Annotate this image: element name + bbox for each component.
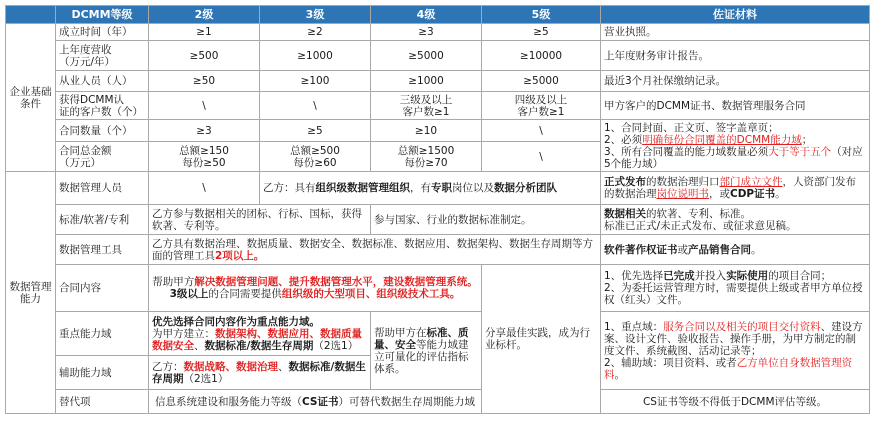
- table-row: [6, 235, 870, 265]
- cell-l234: [149, 390, 482, 414]
- key-line-1: 优先选择合同内容作为重点能力域。: [152, 315, 320, 328]
- cell-evidence: [601, 205, 870, 235]
- dcmm-requirements-table-wrapper: [5, 5, 869, 425]
- evidence-line: 标准已正式/未正式发布、或征求意见稿。: [604, 219, 797, 232]
- bold-text: CS证书: [302, 395, 339, 408]
- row-label: 重点能力域: [56, 312, 149, 356]
- table-row: [6, 312, 870, 356]
- highlight-text: 解决数据管理问题、提升数据管理水平，建设数据管理系统。: [194, 276, 478, 288]
- table-row: [6, 24, 870, 41]
- cell-l5: \: [482, 142, 601, 172]
- text-span: 、: [278, 360, 289, 373]
- contract-evidence-line-3: [604, 146, 866, 170]
- text-span: 的合同需要提供: [208, 288, 282, 300]
- text-span: 3、所有合同覆盖的能力域数量必须: [604, 145, 769, 158]
- bold-text: 正式发布: [604, 176, 646, 188]
- text-span: ，人资部门发布的数据治理: [604, 176, 856, 200]
- row-label: 从业人员（人）: [56, 71, 149, 92]
- text-span: 帮助甲方在: [374, 326, 427, 339]
- evidence-line: [604, 357, 866, 381]
- text-span: 2、辅助域：项目资料、或者: [604, 356, 737, 369]
- bold-text: 软件著作权证书: [604, 243, 678, 256]
- text-span: 乙方：: [152, 360, 184, 373]
- cell-l234: [149, 265, 482, 312]
- cell-l3: \: [260, 92, 371, 120]
- text-span: 的软著、专利、标准。: [646, 207, 751, 220]
- header-row: [6, 6, 870, 24]
- bold-text: 3级以上: [169, 288, 209, 300]
- highlight-text: 服务合同以及相关的项目交付资料: [663, 320, 821, 333]
- header-level-4: 4级: [371, 6, 482, 24]
- table-row: [6, 120, 870, 142]
- text-span: 。: [751, 243, 762, 256]
- text-span: 等能力域建立可量化的评估指标体系。: [374, 338, 469, 375]
- row-label: 辅助能力域: [56, 356, 149, 390]
- evidence-line: [604, 321, 866, 357]
- cell-evidence: 营业执照。: [601, 24, 870, 41]
- row-label: 成立时间（年）: [56, 24, 149, 41]
- cell-l5: 四级及以上 客户数≥1: [482, 92, 601, 120]
- header-dcmm-level: DCMM等级: [56, 6, 149, 24]
- cell-evidence: 甲方客户的DCMM证书、数据管理服务合同: [601, 92, 870, 120]
- highlight-text: 数据架构、数据应用、数据质量数据安全: [152, 327, 362, 352]
- bold-text: 组织级数据管理组织: [315, 182, 410, 194]
- cell-l5: ≥10000: [482, 41, 601, 71]
- cell-l5: ≥5000: [482, 71, 601, 92]
- highlight-text: 明确每份合同覆盖的DCMM能力域: [642, 133, 802, 146]
- table-row: [6, 172, 870, 205]
- row-label: 数据管理工具: [56, 235, 149, 265]
- text-span: 1、重点域：: [604, 320, 664, 333]
- cell-contract-evidence: [601, 120, 870, 172]
- cell-evidence: [601, 235, 870, 265]
- cell-l2: ≥3: [149, 120, 260, 142]
- cell-l3: 总额≥500 每份≥60: [260, 142, 371, 172]
- cell-l3: ≥1000: [260, 41, 371, 71]
- text-span: 的项目合同；: [768, 270, 832, 282]
- evidence-line: [604, 270, 866, 282]
- header-evidence: 佐证材料: [601, 6, 870, 24]
- table-row: [6, 71, 870, 92]
- text-span: 并投入: [694, 270, 727, 282]
- table-row: [6, 92, 870, 120]
- cell-l345: [260, 172, 601, 205]
- highlight-text: 岗位说明书: [656, 188, 709, 200]
- bold-text: 产品销售合同: [688, 243, 751, 256]
- row-label: 获得DCMM认 证的客户数（个）: [56, 92, 149, 120]
- highlight-text: 大于等于五个: [768, 145, 832, 158]
- text-span: 或: [677, 243, 688, 256]
- cell-l2: ≥500: [149, 41, 260, 71]
- highlight-text: 组织级的大型项目、组织级技术工具。: [281, 288, 461, 300]
- cell-l4: 三级及以上 客户数≥1: [371, 92, 482, 120]
- cell-l23: [149, 356, 371, 390]
- cell-evidence: [601, 312, 870, 390]
- text-span: （对应5个能力域）: [604, 145, 863, 170]
- text-span: 、建设方案、设计文件、验收报告、操作手册，为甲方制定的制度文件、系统截图、活动记录等；: [604, 320, 863, 357]
- cell-l23: 乙方参与数据相关的团标、行标、国标，获得软著、专利等。: [149, 205, 371, 235]
- cell-l2: ≥1: [149, 24, 260, 41]
- header-level-3: 3级: [260, 6, 371, 24]
- highlight-text: 数据战略、数据治理: [183, 360, 278, 373]
- cell-evidence: [601, 265, 870, 312]
- text-span: 岗位以及: [452, 182, 494, 194]
- text-span: 1、优先选择: [604, 270, 664, 282]
- cell-l5: 分享最佳实践，成为行业标杆。: [482, 265, 601, 414]
- text-span: 、: [194, 339, 205, 352]
- cell-l4: ≥5000: [371, 41, 482, 71]
- row-label: 替代项: [56, 390, 149, 414]
- text-span: 为甲方建立：: [152, 327, 215, 340]
- cell-evidence: 上年度财务审计报告。: [601, 41, 870, 71]
- highlight-text: 乙方单位自身数据管理资料: [604, 356, 853, 381]
- text-span: ；: [801, 133, 813, 146]
- bold-text: 实际使用: [726, 270, 769, 282]
- cell-evidence: CS证书等级不得低于DCMM评估等级。: [601, 390, 870, 414]
- row-label: 数据管理人员: [56, 172, 149, 205]
- table-row: [6, 265, 870, 312]
- cell-l4: ≥3: [371, 24, 482, 41]
- contract-evidence-line-1: 1、合同封面、正文页、签字盖章页；: [604, 121, 779, 134]
- evidence-line: 2、为委托运营管理方时，需要提供上级或者甲方单位授权（红头）文件。: [604, 282, 863, 306]
- text-span: 帮助甲方: [152, 276, 195, 288]
- text-span: 乙方具有数据治理、数据质量、数据安全、数据标准、数据应用、数据架构、数据生存周期等方面的管理工具: [152, 237, 593, 262]
- cell-l4: ≥10: [371, 120, 482, 142]
- key-line-2: [152, 328, 367, 352]
- text-span: 乙方：具有: [263, 182, 316, 194]
- cell-l3: ≥100: [260, 71, 371, 92]
- bold-text: 数据分析团队: [494, 182, 557, 194]
- row-label: 合同总金额 （万元）: [56, 142, 149, 172]
- text-span: ，有: [410, 182, 431, 194]
- header-blank: [6, 6, 56, 24]
- table-row: [6, 41, 870, 71]
- group-capability: 数据管理 能力: [6, 172, 56, 414]
- bold-text: 数据相关: [604, 207, 646, 220]
- cell-l2: \: [149, 92, 260, 120]
- highlight-text: 部门成立文件: [719, 176, 783, 188]
- text-span: （2选1）: [183, 372, 229, 385]
- bold-text: CDP证书: [730, 188, 776, 200]
- cell-l2: \: [149, 172, 260, 205]
- group-basic-conditions: 企业基础 条件: [6, 24, 56, 172]
- row-label: 上年度营收 （万元/年）: [56, 41, 149, 71]
- bold-text: 数据标准/数据生存周期: [204, 339, 314, 352]
- highlight-text: 2项以上。: [215, 249, 265, 262]
- cell-l5: ≥5: [482, 24, 601, 41]
- text-span: ）可替代数据生存周期能力域: [338, 395, 475, 408]
- text-span: 信息系统建设和服务能力等级（: [155, 395, 303, 408]
- cell-l45: 参与国家、行业的数据标准制定。: [371, 205, 601, 235]
- cell-l2: 总额≥150 每份≥50: [149, 142, 260, 172]
- bold-text: 数据标准/数据生存周期: [152, 360, 366, 385]
- cell-l4: [371, 312, 482, 390]
- text-span: （2选1）: [313, 339, 359, 352]
- text-span: 2、必须: [604, 133, 643, 146]
- cell-evidence: [601, 172, 870, 205]
- bold-text: 标准、质量、安全: [374, 326, 469, 351]
- text-span: 。: [614, 368, 625, 381]
- cell-l5: \: [482, 120, 601, 142]
- text-span: 。: [775, 188, 786, 200]
- text-span: ，或: [709, 188, 730, 200]
- dcmm-requirements-table: [5, 5, 870, 414]
- cell-l2: ≥50: [149, 71, 260, 92]
- evidence-line: [604, 208, 866, 220]
- row-label: 合同内容: [56, 265, 149, 312]
- contract-evidence-line-2: [604, 134, 866, 146]
- cell-l3: ≥2: [260, 24, 371, 41]
- header-level-5: 5级: [482, 6, 601, 24]
- row-label: 合同数量（个）: [56, 120, 149, 142]
- row-label: 标准/软著/专利: [56, 205, 149, 235]
- cell-l23: [149, 312, 371, 356]
- cell-l3: ≥5: [260, 120, 371, 142]
- table-row: [6, 205, 870, 235]
- cell-l2345: [149, 235, 601, 265]
- cell-evidence: 最近3个月社保缴纳记录。: [601, 71, 870, 92]
- cell-l4: ≥1000: [371, 71, 482, 92]
- table-row: [6, 390, 870, 414]
- bold-text: 已完成: [663, 270, 695, 282]
- bold-text: 专职: [431, 182, 452, 194]
- header-level-2: 2级: [149, 6, 260, 24]
- cell-l4: 总额≥1500 每份≥70: [371, 142, 482, 172]
- text-span: 的数据治理归口: [646, 176, 720, 188]
